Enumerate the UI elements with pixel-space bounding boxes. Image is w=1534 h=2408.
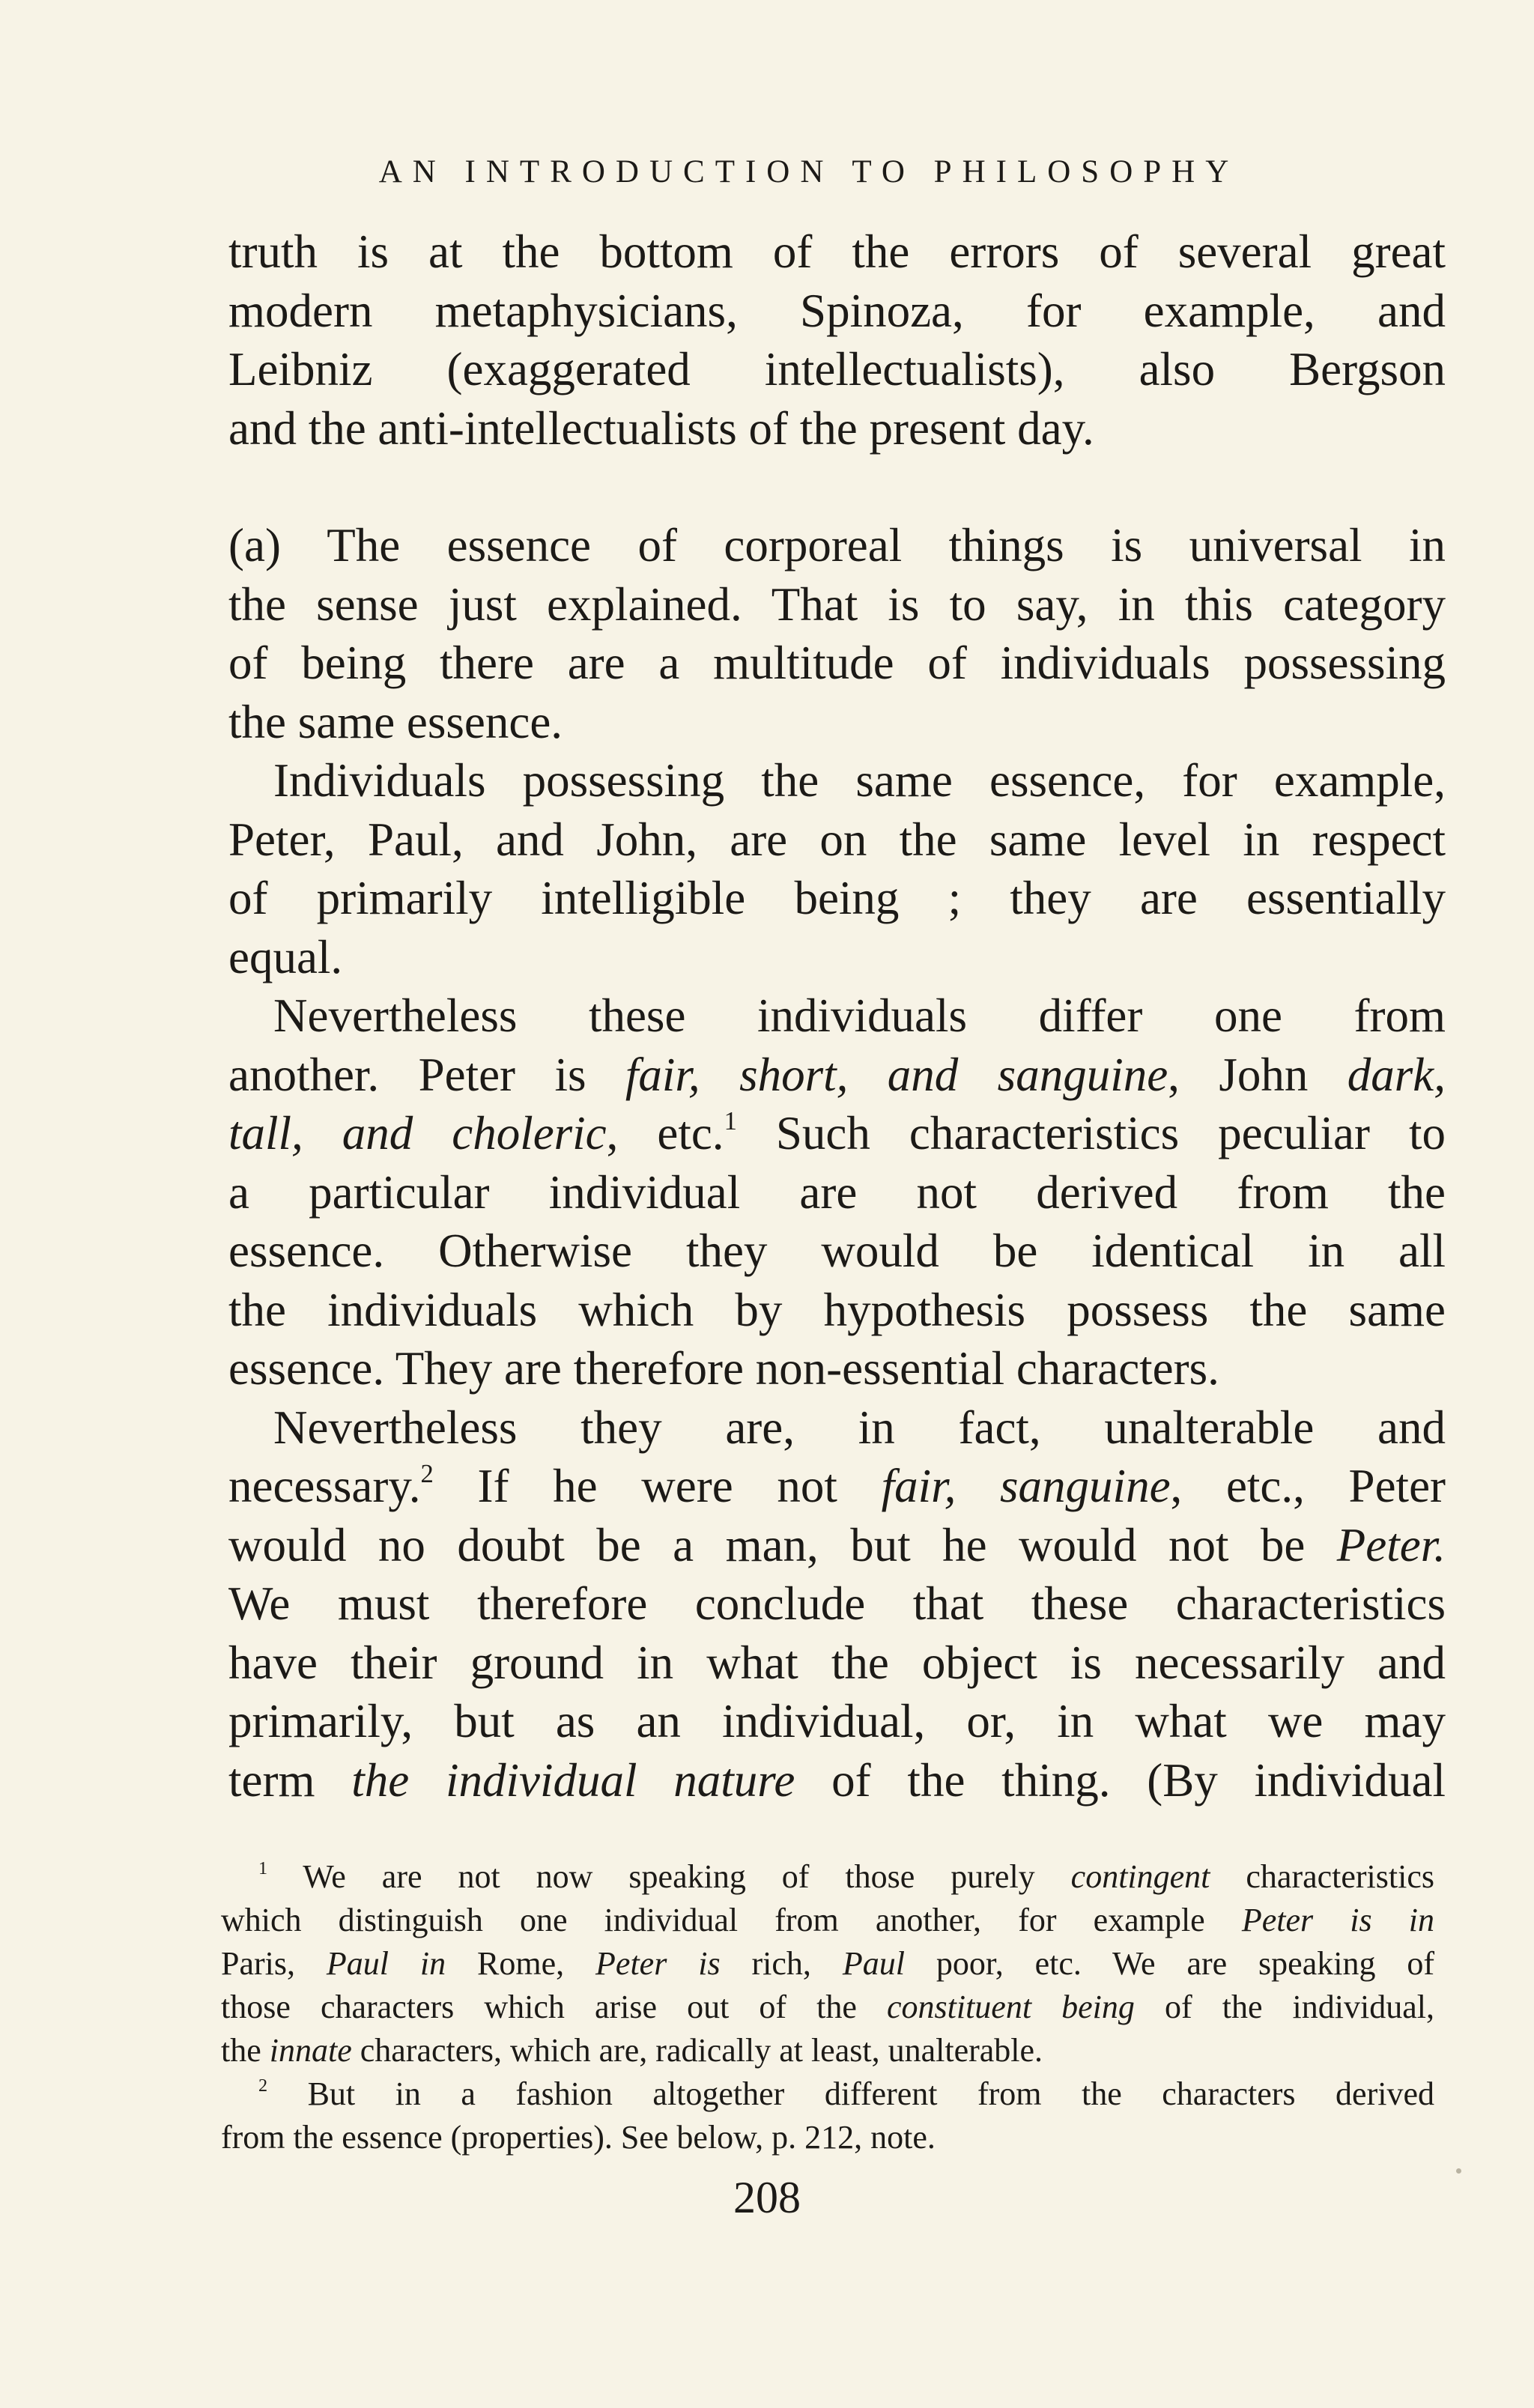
text-run: rich,	[720, 1945, 843, 1982]
text-line: Nevertheless they are, in fact, unalterable and	[273, 1401, 1446, 1454]
text-line: modern metaphysicians, Spinoza, for example, and	[228, 284, 1446, 337]
text-line	[228, 1104, 1446, 1163]
footnote-line	[221, 2072, 1434, 2116]
text-run: , etc.	[606, 1107, 724, 1159]
footnote	[221, 2072, 1434, 2159]
text-run: But in a fashion altogether different from the characters derived	[267, 2075, 1434, 2112]
paragraph	[228, 1398, 1446, 1810]
footnote-line	[221, 1899, 1434, 1942]
text-run: Rome,	[446, 1945, 596, 1982]
italic-text: Paul	[842, 1945, 905, 1982]
text-line	[228, 1516, 1446, 1575]
main-text	[228, 222, 1446, 1810]
italic-text: Peter.	[1336, 1518, 1446, 1571]
text-line: essence. They are therefore non-essential characters.	[228, 1342, 1219, 1395]
text-line: essence. Otherwise they would be identical in all	[228, 1225, 1446, 1277]
text-run: which distinguish one individual from another, for example	[221, 1902, 1242, 1938]
text-line: the same essence.	[228, 695, 563, 748]
text-run: of the thing. (By individual	[795, 1753, 1446, 1807]
text-line: of primarily intelligible being ; they are essentially	[228, 872, 1446, 924]
footnote-line: from the essence (properties). See below, p. 212, note.	[221, 2119, 936, 2156]
footnote-line	[221, 1855, 1434, 1899]
paper-speck	[1456, 2168, 1461, 2174]
text-line: primarily, but as an individual, or, in what we may	[228, 1695, 1446, 1747]
text-run: Paris,	[221, 1945, 327, 1982]
text-line	[228, 1751, 1446, 1810]
italic-text: Peter is in	[1241, 1902, 1434, 1938]
text-line: Nevertheless these individuals differ one from	[273, 989, 1446, 1042]
paragraph	[228, 222, 1446, 458]
text-line: have their ground in what the object is necessarily and	[228, 1636, 1446, 1689]
text-run: characters, which are, radically at least, unalterable.	[351, 2032, 1043, 2069]
text-line: Individuals possessing the same essence, for example,	[273, 754, 1446, 807]
text-run: of the individual,	[1134, 1989, 1434, 2025]
italic-text: fair, short, and sanguine	[625, 1048, 1168, 1101]
footnote-line	[221, 2029, 1434, 2072]
text-run: would no doubt be a man, but he would not be	[228, 1518, 1337, 1571]
text-line: We must therefore conclude that these characteristics	[228, 1577, 1446, 1630]
footnote	[221, 1855, 1434, 2072]
italic-text: fair, sanguine	[881, 1460, 1171, 1512]
footnote-line	[221, 1986, 1434, 2029]
text-run: , etc., Peter	[1170, 1460, 1446, 1512]
page-number: 208	[733, 2173, 801, 2222]
text-line: and the anti-intellectualists of the present day.	[228, 401, 1094, 455]
text-line: of being there are a multitude of individuals possessing	[228, 637, 1446, 689]
text-run: those characters which arise out of the	[221, 1989, 887, 2025]
text-line: (a) The essence of corporeal things is universal in	[228, 519, 1446, 571]
text-run: , John	[1168, 1048, 1347, 1101]
italic-text: the individual nature	[351, 1753, 795, 1807]
text-line: truth is at the bottom of the errors of several great	[228, 225, 1446, 278]
text-run: characteristics	[1210, 1858, 1435, 1895]
text-line: the individuals which by hypothesis possess the same	[228, 1283, 1446, 1336]
text-line	[228, 1046, 1446, 1105]
footnote-ref: 2	[420, 1460, 434, 1489]
text-run: the	[221, 2032, 270, 2069]
paragraph	[228, 986, 1446, 1398]
text-run: another. Peter is	[228, 1048, 625, 1101]
italic-text: Peter is	[595, 1945, 721, 1982]
text-run: We are not now speaking of those purely	[267, 1858, 1071, 1895]
italic-text: contingent	[1070, 1858, 1210, 1895]
text-line	[228, 1457, 1446, 1516]
italic-text: Paul in	[326, 1945, 446, 1982]
text-run: term	[228, 1753, 352, 1807]
text-line: Leibniz (exaggerated intellectualists), also Bergson	[228, 343, 1446, 395]
italic-text: dark,	[1347, 1048, 1446, 1101]
text-line: equal.	[228, 930, 343, 983]
footnotes	[221, 1855, 1434, 2159]
footnote-line	[221, 1942, 1434, 1986]
paragraph	[228, 516, 1446, 751]
text-run: necessary.	[228, 1460, 421, 1512]
paragraph	[228, 751, 1446, 986]
text-line: Peter, Paul, and John, are on the same level in respect	[228, 813, 1446, 866]
text-run: poor, etc. We are speaking of	[904, 1945, 1435, 1982]
italic-text: innate	[269, 2032, 352, 2069]
footnote-marker: 2	[258, 2075, 268, 2096]
text-run: Such characteristics peculiar to	[736, 1107, 1446, 1159]
text-line: the sense just explained. That is to say, in this category	[228, 577, 1446, 631]
running-head: AN INTRODUCTION TO PHILOSOPHY	[378, 154, 1240, 189]
text-run: If he were not	[433, 1460, 882, 1512]
italic-text: constituent being	[886, 1989, 1135, 2025]
footnote-marker: 1	[258, 1857, 268, 1878]
text-line: a particular individual are not derived from the	[228, 1165, 1446, 1219]
footnote-ref: 1	[724, 1107, 737, 1136]
italic-text: tall, and choleric	[228, 1107, 607, 1159]
